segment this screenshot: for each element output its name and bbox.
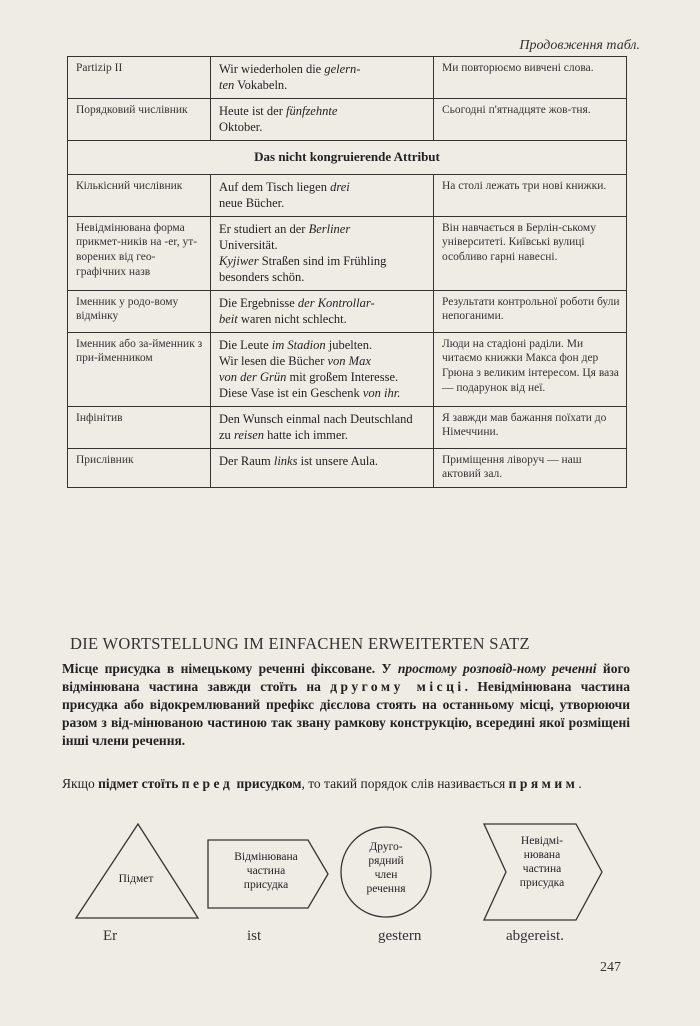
- table-row: [68, 406, 627, 448]
- text-run: Vokabeln.: [234, 78, 288, 92]
- text-run: Die Ergebnisse: [219, 295, 298, 310]
- text-run: Wir wiederholen die: [219, 62, 325, 76]
- category-cell: Partizip II: [68, 57, 211, 99]
- direct-order-paragraph: [62, 775, 630, 793]
- text-run: ist unsere Aula.: [297, 453, 379, 468]
- table-row: [68, 448, 627, 487]
- translation-cell: Сьогодні п'ятнадцяте жов-тня.: [434, 99, 627, 141]
- page-number: 247: [600, 960, 621, 975]
- german-example-cell: [211, 174, 434, 216]
- shape-label: Друго-рядний член речення: [366, 841, 406, 895]
- table-row: [68, 332, 627, 406]
- text-run: von ihr.: [362, 385, 401, 400]
- text-run: der Kontrollar-: [297, 295, 375, 310]
- text-run: waren nicht schlecht.: [237, 311, 347, 326]
- text-run: Heute ist der: [219, 104, 286, 118]
- german-example-cell: [211, 448, 434, 487]
- table-row: [68, 174, 627, 216]
- german-example-cell: [211, 290, 434, 332]
- text-run: im Stadion: [271, 337, 326, 352]
- example-word: gestern: [378, 928, 422, 944]
- text-run: jubelten.: [325, 337, 373, 352]
- german-example-cell: [211, 99, 434, 141]
- text-run: Kyjiwer: [219, 253, 259, 268]
- translation-cell: Результати контрольної роботи були непоганими.: [434, 290, 627, 332]
- table-row: [68, 216, 627, 290]
- german-example-cell: [211, 216, 434, 290]
- text-run: його відмінювана частина завжди стоїть на: [62, 661, 631, 694]
- word-order-diagram: [0, 820, 700, 930]
- german-example-cell: [211, 332, 434, 406]
- grammar-table: [67, 56, 627, 488]
- example-word: abgereist.: [506, 928, 564, 944]
- section-heading: DIE WORTSTELLUNG IM EINFACHEN ERWEITERTEN SATZ: [70, 634, 530, 653]
- example-word: ist: [247, 928, 262, 944]
- example-word: Er: [103, 928, 118, 944]
- text-run: Diese Vase ist ein Geschenk: [219, 385, 363, 400]
- text-run: другому місці: [330, 678, 465, 694]
- text-run: підмет стоїть: [98, 776, 179, 791]
- text-run: drei: [330, 179, 350, 194]
- text-run: mit großem Interesse.: [286, 369, 399, 384]
- category-cell: Прислівник: [68, 448, 211, 487]
- text-run: . Невідмінювана частина присудка або відокремлюваний префікс дієслова стоять на останньому місці, утворюючи разом з від-мінюваною частиною так звану рамкову конструкцію, всередині якої розміщені інші члени речення.: [62, 678, 630, 748]
- nonfinite-part-chevron: [484, 824, 602, 920]
- category-cell: Порядковий числівник: [68, 99, 211, 141]
- text-run: , то такий порядок слів називається: [301, 776, 509, 791]
- section-title: Das nicht kongruierende Attribut: [68, 141, 627, 175]
- text-run: Der Raum: [219, 453, 274, 468]
- translation-cell: Люди на стадіоні раділи. Ми читаємо книжки Макса фон дер Грюна з великим інтересом. Ця ваза — подарунок від неї.: [434, 332, 627, 406]
- text-run: links: [273, 453, 298, 468]
- shape-label: Підмет: [118, 873, 154, 885]
- translation-cell: Приміщення ліворуч — наш актовий зал.: [434, 448, 627, 487]
- text-run: простому розповід-ному реченні: [397, 661, 597, 676]
- text-run: von der Grün: [219, 369, 287, 384]
- text-run: von Max: [327, 353, 371, 368]
- text-run: Auf dem Tisch liegen: [219, 179, 331, 194]
- translation-cell: На столі лежать три нові книжки.: [434, 174, 627, 216]
- text-run: neue Bücher.: [219, 195, 285, 210]
- translation-cell: Я завжди мав бажання поїхати до Німеччини.: [434, 406, 627, 448]
- text-run: gelern-: [324, 62, 361, 76]
- category-cell: Невідмінювана форма прикмет-ників на -er, ут-ворених від гео-графічних назв: [68, 216, 211, 290]
- category-cell: Кількісний числівник: [68, 174, 211, 216]
- shape-label: Невідмі-нювана частина присудка: [519, 835, 565, 889]
- text-run: перед: [181, 776, 234, 791]
- category-cell: Інфінітив: [68, 406, 211, 448]
- subject-triangle: [76, 824, 198, 918]
- text-run: beit: [219, 311, 238, 326]
- shape-label: Відмінювана частина присудка: [234, 851, 298, 891]
- section-row: [68, 141, 627, 175]
- text-run: Universität.: [219, 237, 278, 252]
- table-row: [68, 99, 627, 141]
- rule-paragraph: [62, 660, 630, 750]
- text-run: присудком: [236, 776, 302, 791]
- text-run: Oktober.: [219, 120, 263, 134]
- german-example-cell: [211, 406, 434, 448]
- text-run: fünfzehnte: [286, 104, 338, 118]
- text-run: Den Wunsch einmal nach Deutschland zu: [219, 411, 413, 442]
- translation-cell: Ми повторюємо вивчені слова.: [434, 57, 627, 99]
- text-run: .: [578, 776, 582, 791]
- text-run: hatte ich immer.: [264, 427, 349, 442]
- text-run: Die Leute: [219, 337, 272, 352]
- text-run: Er studiert an der: [219, 221, 309, 236]
- text-run: прямим: [508, 776, 579, 791]
- category-cell: Іменник у родо-вому відмінку: [68, 290, 211, 332]
- text-run: ten: [219, 78, 235, 92]
- german-example-cell: [211, 57, 434, 99]
- table-row: [68, 57, 627, 99]
- category-cell: Іменник або за-йменник з при-йменником: [68, 332, 211, 406]
- text-run: Berliner: [308, 221, 351, 236]
- continuation-label: Продовження табл.: [519, 38, 640, 53]
- text-run: Місце присудка в німецькому реченні фіксоване. У: [62, 661, 398, 676]
- table-row: [68, 290, 627, 332]
- finite-verb-pentagon: [208, 840, 328, 908]
- secondary-member-circle: [341, 827, 431, 917]
- text-run: Якщо: [62, 776, 99, 791]
- text-run: Straßen sind im Frühling besonders schön.: [219, 253, 387, 284]
- translation-cell: Він навчається в Берлін-ському університеті. Київські вулиці особливо гарні навесні.: [434, 216, 627, 290]
- text-run: Wir lesen die Bücher: [219, 353, 328, 368]
- text-run: reisen: [233, 427, 265, 442]
